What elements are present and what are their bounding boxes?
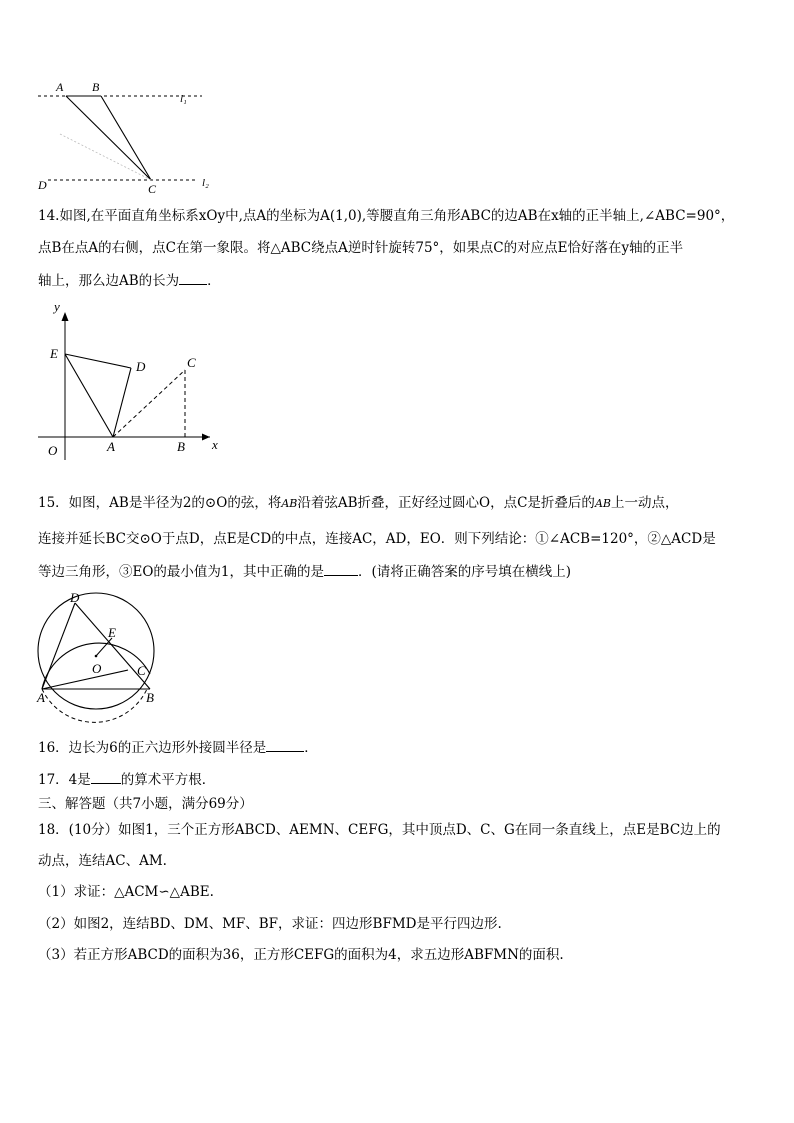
q16	[38, 737, 768, 758]
y-axis-label: y	[54, 299, 60, 314]
section-heading: 三、解答题（共7小题，满分69分）	[38, 796, 253, 812]
q15-line1-start: 15．如图，AB是半径为2的⊙O的弦，将	[38, 495, 282, 511]
point-A-label: A	[56, 80, 64, 94]
point-C-label: C	[137, 663, 146, 678]
point-C-label: C	[187, 355, 196, 370]
point-B-label: B	[92, 80, 100, 94]
figure-circle-fold	[30, 588, 170, 723]
q15-line1-mid: 沿着弦AB折叠，正好经过圆心O，点C是折叠后的	[297, 495, 595, 511]
point-D-label: D	[70, 590, 80, 605]
point-B-label: B	[177, 439, 185, 454]
q15-line3-start: 等边三角形，③EO的最小值为1，其中正确的是	[38, 564, 325, 580]
q14-line1: 14.如图,在平面直角坐标系xOy中,点A的坐标为A(1,0),等腰直角三角形ABC的边AB在x轴的正半轴上,∠ABC=90°，	[38, 208, 735, 224]
q18-part1: （1）求证：△ACM∽△ABE.	[38, 884, 214, 900]
q14-answer-blank[interactable]	[179, 270, 207, 285]
coordinate-rotation-diagram	[36, 298, 236, 468]
q18-line1: 18．(10分）如图1，三个正方形ABCD、AEMN、CEFG，其中顶点D、C、G在同一条直线上，点E是BC边上的	[38, 822, 721, 838]
parallel-lines-diagram	[30, 76, 230, 196]
q14-line3	[38, 270, 768, 291]
q15-line2: 连接并延长BC交⊙O于点D，点E是CD的中点，连接AC，AD，EO．则下列结论：①∠ACB=120°，②△ACD是	[38, 531, 716, 547]
point-D-label: D	[136, 359, 146, 374]
q14-line2: 点B在点A的右侧，点C在第一象限。将△ABC绕点A逆时针旋转75°，如果点C的对应点E恰好落在y轴的正半	[38, 240, 684, 256]
q18-part3: （3）若正方形ABCD的面积为36，正方形CEFG的面积为4，求五边形ABFMN的面积.	[38, 947, 564, 963]
circle-fold-diagram	[30, 588, 170, 723]
q16-text: 16．边长为6的正六边形外接圆半径是	[38, 740, 267, 756]
line-l1-label: l₁	[180, 93, 187, 105]
q14-text: 轴上，那么边AB的长为	[38, 273, 180, 289]
q16-end: ．	[304, 740, 318, 756]
figure-coordinate-rotation	[36, 298, 236, 468]
point-E-label: E	[50, 346, 58, 361]
q18-line2: 动点，连结AC、AM.	[38, 853, 167, 869]
q17	[38, 769, 768, 790]
q18-part2: （2）如图2，连结BD、DM、MF、BF，求证：四边形BFMD是平行四边形.	[38, 916, 502, 932]
q15-line1-end: 上一动点，	[610, 495, 679, 511]
x-axis-label: x	[212, 437, 218, 452]
q15-answer-blank[interactable]	[324, 561, 358, 576]
q17-answer-blank[interactable]	[91, 769, 121, 784]
point-D-label: D	[38, 178, 47, 192]
q14-end: ．	[207, 273, 221, 289]
q15-line1	[38, 493, 768, 514]
point-C-label: C	[148, 182, 157, 196]
arc-ab-2: AB	[594, 497, 611, 510]
q17-end: 的算术平方根．	[120, 772, 216, 788]
point-A-label: A	[37, 690, 45, 705]
q16-answer-blank[interactable]	[266, 737, 304, 752]
origin-label: O	[48, 443, 58, 458]
point-E-label: E	[108, 625, 116, 640]
arc-ab-1: AB	[281, 497, 298, 510]
q15-line3	[38, 561, 768, 582]
point-A-label: A	[107, 439, 115, 454]
line-l2-label: l₂	[202, 177, 209, 189]
figure-parallel-lines	[30, 76, 230, 196]
center-O-label: O	[92, 661, 102, 676]
point-B-label: B	[146, 690, 154, 705]
q15-line3-end: ．(请将正确答案的序号填在横线上)	[358, 564, 572, 580]
q17-text: 17．4是	[38, 772, 91, 788]
